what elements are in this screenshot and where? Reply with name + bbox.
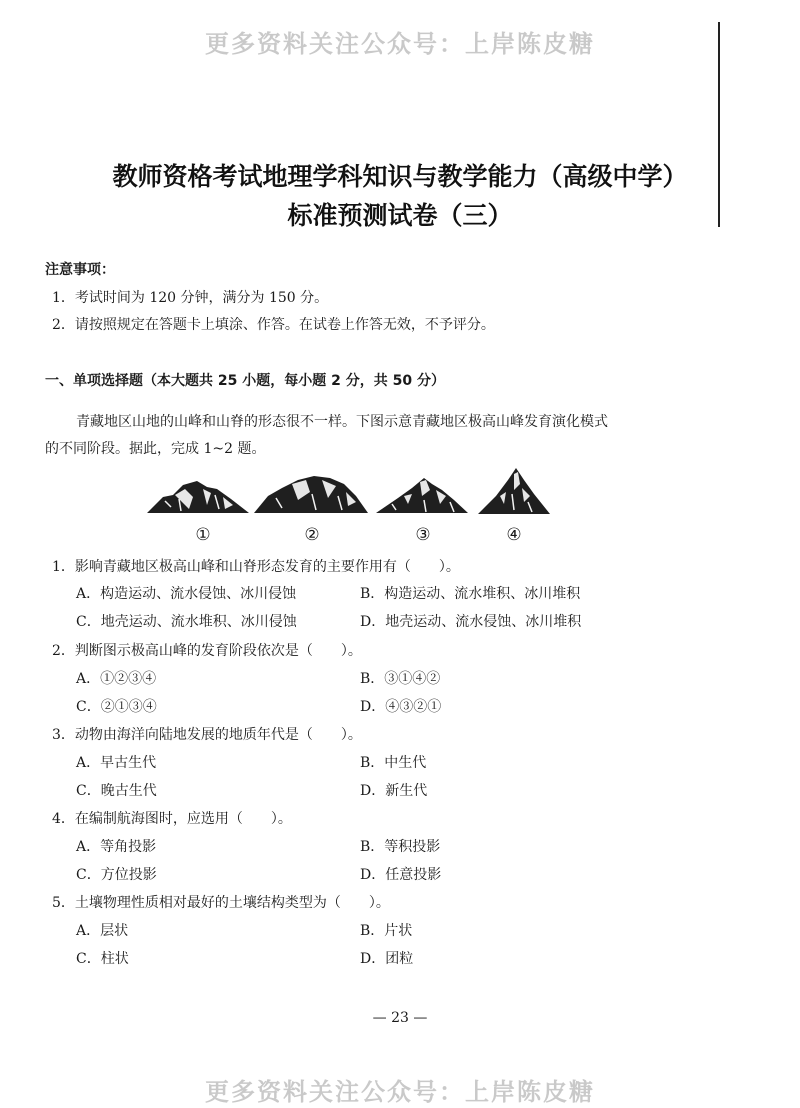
mountain-stage-2-figure [252,470,370,515]
option-d: D．任意投影 [360,867,442,883]
option-b: B．片状 [360,923,413,939]
option-c: C．②①③④ [76,699,157,715]
question-stem: 3．动物由海洋向陆地发展的地质年代是（ ）。 [52,727,362,743]
watermark-top: 更多资料关注公众号：上岸陈皮糖 [205,30,595,58]
notice-item: 2．请按照规定在答题卡上填涂、作答。在试卷上作答无效，不予评分。 [52,317,495,333]
option-c: C．方位投影 [76,867,157,883]
notice-item: 1．考试时间为 120 分钟，满分为 150 分。 [52,290,329,306]
question-stem: 5．土壤物理性质相对最好的土壤结构类型为（ ）。 [52,895,390,911]
question-stem: 4．在编制航海图时，应选用（ ）。 [52,811,292,827]
figure-label-stage-3: ③ [415,525,431,545]
mountain-stage-4-figure [476,466,552,516]
option-d: D．团粒 [360,951,414,967]
exam-subtitle: 标准预测试卷（三） [287,201,513,230]
figure-label-stage-1: ① [195,525,211,545]
option-c: C．地壳运动、流水堆积、冰川侵蚀 [76,614,297,630]
option-b: B．等积投影 [360,839,441,855]
option-b: B．中生代 [360,755,427,771]
figure-label-stage-2: ② [304,525,320,545]
question-stem: 1．影响青藏地区极高山峰和山脊形态发育的主要作用有（ ）。 [52,559,460,575]
option-a: A．①②③④ [76,671,157,687]
notice-heading: 注意事项： [45,262,115,278]
intro-text: 的不同阶段。据此，完成 1~2 题。 [45,441,266,457]
watermark-bottom: 更多资料关注公众号：上岸陈皮糖 [205,1078,595,1106]
mountain-stage-3-figure [374,470,470,515]
option-d: D．地壳运动、流水侵蚀、冰川堆积 [360,614,582,630]
option-c: C．晚古生代 [76,783,157,799]
intro-text: 青藏地区山地的山峰和山脊的形态很不一样。下图示意青藏地区极高山峰发育演化模式 [76,414,608,430]
option-a: A．早古生代 [76,755,157,771]
exam-title: 教师资格考试地理学科知识与教学能力（高级中学） [112,162,688,191]
option-a: A．层状 [76,923,129,939]
option-b: B．构造运动、流水堆积、冰川堆积 [360,586,581,602]
page-number: — 23 — [372,1010,428,1026]
mountain-stage-1-figure [145,475,251,515]
option-c: C．柱状 [76,951,129,967]
option-d: D．④③②① [360,699,442,715]
question-stem: 2．判断图示极高山峰的发育阶段依次是（ ）。 [52,643,362,659]
option-a: A．构造运动、流水侵蚀、冰川侵蚀 [76,586,297,602]
option-b: B．③①④② [360,671,441,687]
figure-label-stage-4: ④ [506,525,522,545]
option-a: A．等角投影 [76,839,157,855]
section-heading: 一、单项选择题（本大题共 25 小题，每小题 2 分，共 50 分） [45,373,445,389]
option-d: D．新生代 [360,783,428,799]
